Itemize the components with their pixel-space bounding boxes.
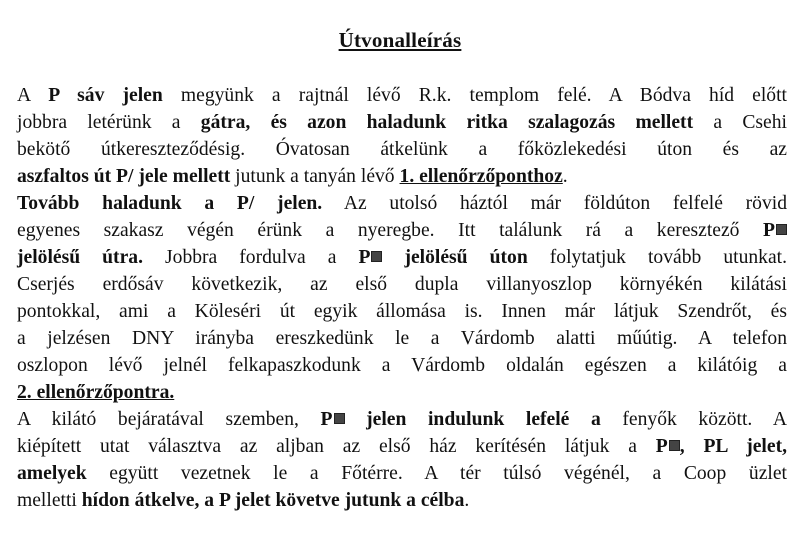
text-line: A kilátó bejáratával szemben, P jelen indulunk lefelé a fenyők között. A (17, 409, 787, 430)
square-marker-icon (334, 413, 345, 424)
checkpoint-1-link: 1. ellenőrzőponthoz (399, 166, 563, 187)
text-line: Tovább haladunk a P/ jelen. Az utolsó háztól már földúton felfelé rövid (17, 193, 787, 214)
text-line: jobbra letérünk a gátra, és azon haladunk ritka szalagozás mellett a Csehi (17, 112, 787, 133)
text-line: Cserjés erdősáv következik, az első dupla villanyoszlop környékén kilátási (17, 274, 787, 295)
text-line: amelyek együtt vezetnek le a Főtérre. A tér túlsó végénél, a Coop üzlet (17, 463, 787, 484)
text-line: jelölésű útra. Jobbra fordulva a P jelölésű úton folytatjuk tovább utunkat. (17, 247, 787, 268)
text-line: pontokkal, ami a Köleséri út egyik állomása is. Innen már látjuk Szendrőt, és (17, 301, 787, 322)
page-title: Útvonalleírás (338, 28, 462, 52)
text-line: kiépített utat választva az aljban az első ház kerítésén látjuk a P , PL jelet, (17, 436, 787, 457)
text-line: aszfaltos út P/ jele mellett jutunk a tanyán lévő 1. ellenőrzőponthoz. (17, 166, 568, 187)
checkpoint-2-link: 2. ellenőrzőpontra. (17, 382, 175, 403)
text-line: oszlopon lévő jelnél felkapaszkodunk a Várdomb oldalán egészen a kilátóig a (17, 355, 787, 376)
text-line: A P sáv jelen megyünk a rajtnál lévő R.k. templom felé. A Bódva híd előtt (17, 85, 787, 106)
square-marker-icon (669, 440, 680, 451)
square-marker-icon (371, 251, 382, 262)
text-line: egyenes szakasz végén érünk a nyeregbe. Itt találunk rá a keresztező P (17, 218, 787, 244)
text-line: melletti hídon átkelve, a P jelet követve jutunk a célba. (17, 490, 470, 511)
text-line: bekötő útkereszteződésig. Óvatosan átkelünk a főközlekedési úton és az (17, 139, 787, 160)
text-line (17, 380, 787, 406)
text-line: a jelzésen DNY irányba ereszkedünk le a Várdomb alatti műútig. A telefon (17, 328, 787, 349)
square-marker-icon (776, 224, 787, 235)
